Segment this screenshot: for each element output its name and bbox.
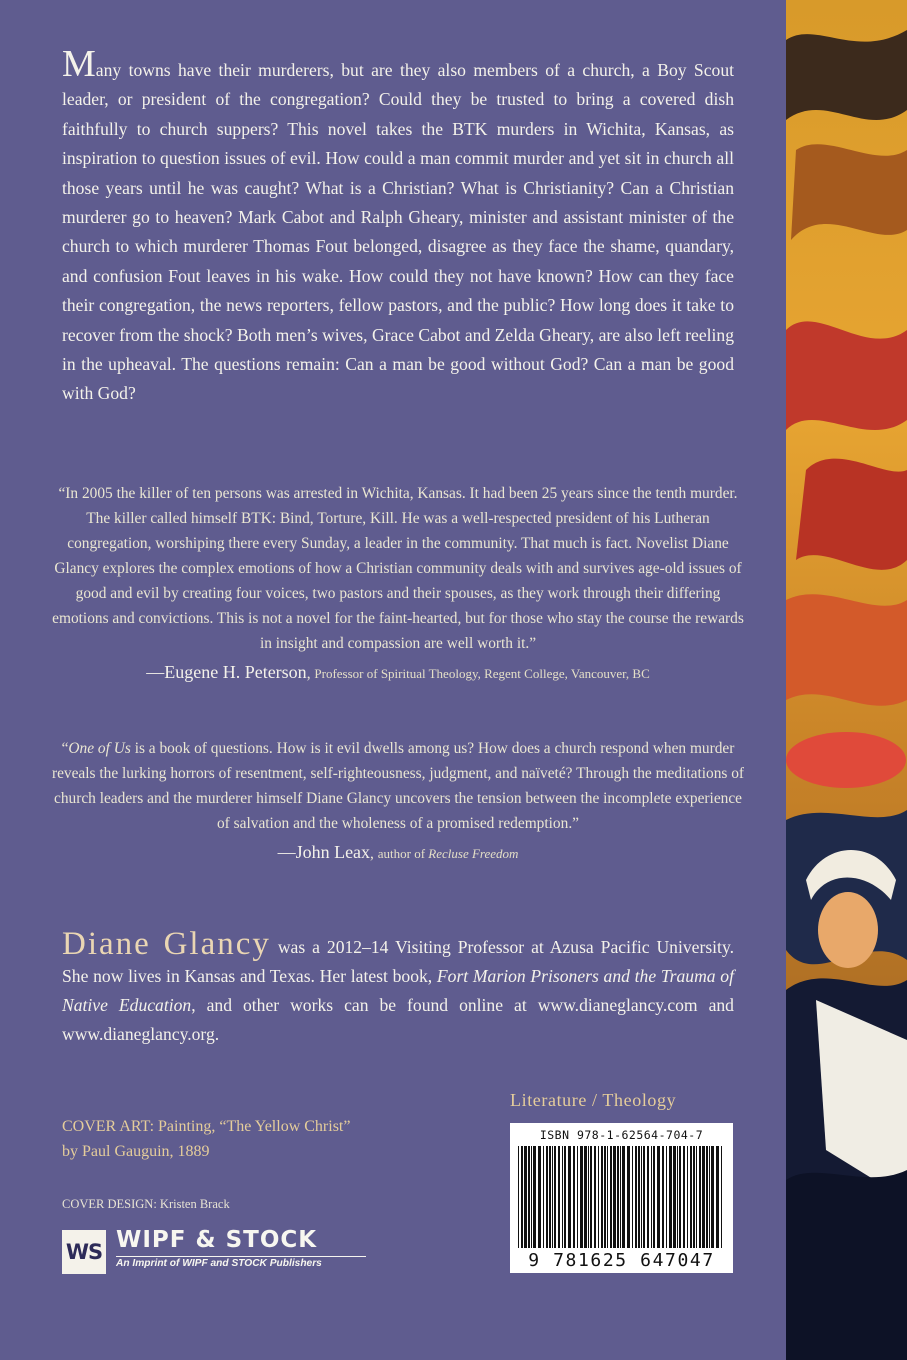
- barcode-bar: [573, 1146, 575, 1248]
- publisher-logo: [62, 1227, 382, 1277]
- barcode-bar: [679, 1146, 681, 1248]
- barcode-bar: [709, 1146, 710, 1248]
- barcode-bar: [552, 1146, 553, 1248]
- cover-painting-strip: [786, 0, 907, 1360]
- barcode-bar: [651, 1146, 652, 1248]
- barcode-bar: [518, 1146, 519, 1248]
- barcode-bar: [696, 1146, 697, 1248]
- barcode-bar: [607, 1146, 608, 1248]
- barcode-bar: [604, 1146, 606, 1248]
- barcode-bar: [558, 1146, 560, 1248]
- barcode-bars: [518, 1146, 725, 1248]
- barcode-bar: [647, 1146, 649, 1248]
- barcode-bar: [580, 1146, 583, 1248]
- barcode-bar: [588, 1146, 589, 1248]
- barcode-bar: [528, 1146, 530, 1248]
- barcode-bar: [568, 1146, 571, 1248]
- synopsis: [62, 43, 734, 409]
- endorsement-attribution: —John Leax, author of Recluse Freedom: [277, 842, 519, 862]
- barcode-bar: [590, 1146, 592, 1248]
- barcode-bar: [620, 1146, 621, 1248]
- barcode-bar: [533, 1146, 536, 1248]
- bio-text-2: , and other works can be found online at www.dianeglancy.com and www.dianeglancy.org.: [62, 995, 734, 1044]
- barcode-bar: [638, 1146, 640, 1248]
- barcode-bar: [677, 1146, 678, 1248]
- endorser-affiliation: Professor of Spiritual Theology, Regent College, Vancouver, BC: [314, 666, 650, 681]
- barcode-bar: [577, 1146, 578, 1248]
- endorsement-text: is a book of questions. How is it evil dwells among us? How does a church respond when murder reveals the lurking horrors of resentment, self-righteousness, judgment, and naïveté? Through the meditations of church leaders and the murderer himself Diane Glancy uncovers the tension between the incomplete experience of salvation and the wholeness of a promised redemption.”: [51, 740, 745, 832]
- barcode-bar: [531, 1146, 532, 1248]
- endorsement-leax: “One of Us is a book of questions. How is it evil dwells among us? How does a church respond when murder reveals the lurking horrors of resentment, self-righteousness, judgment, and naïveté? Through the meditations of church leaders and the murderer himself Diane Glancy uncovers the tension between the incomplete experience of salvation and the wholeness of a promised redemption.” —John Leax, author of Recluse Freedom: [50, 736, 746, 866]
- barcode-bar: [673, 1146, 676, 1248]
- author-bio: [62, 926, 734, 1049]
- barcode-bar: [706, 1146, 708, 1248]
- bio-text-1: was a 2012–14 Visiting Professor at Azusa Pacific University. She now lives in Kansas and Texas. Her latest book,: [62, 937, 734, 986]
- publisher-imprint: An Imprint of WIPF and STOCK Publishers: [116, 1258, 322, 1269]
- barcode-bar: [546, 1146, 548, 1248]
- barcode-bar: [617, 1146, 619, 1248]
- endorsement-text: “In 2005 the killer of ten persons was arrested in Wichita, Kansas. It had been 25 years since the tenth murder. The killer called himself BTK: Bind, Torture, Kill. He was a well-respected president of his Lutheran congregation, worshiping there every Sunday, a leader in the community. That much is fact. Novelist Diane Glancy explores the complex emotions of how a Christian community deals with and survives age-old issues of good and evil by creating four voices, two pastors and their spouses, as they work through their differing emotions and convictions. This is not a novel for the faint-hearted, but for those who stay the course the rewards in insight and compassion are well worth it.”: [52, 485, 744, 652]
- endorser-name: —John Leax: [277, 842, 371, 862]
- painting-image: [786, 0, 907, 1360]
- barcode-bar: [594, 1146, 596, 1248]
- drop-cap: M: [62, 43, 96, 85]
- barcode-bar: [653, 1146, 655, 1248]
- barcode-bar: [702, 1146, 705, 1248]
- barcode-bar: [711, 1146, 714, 1248]
- barcode-bar: [683, 1146, 685, 1248]
- barcode-bar: [662, 1146, 664, 1248]
- barcode-bar: [524, 1146, 527, 1248]
- barcode-bar: [564, 1146, 566, 1248]
- endorsement-peterson: [50, 481, 746, 686]
- barcode-digits: 9 781625 647047: [528, 1250, 715, 1271]
- barcode-bar: [690, 1146, 692, 1248]
- barcode-bar: [666, 1146, 667, 1248]
- barcode-bar: [699, 1146, 701, 1248]
- barcode-bar: [627, 1146, 630, 1248]
- barcode-bar: [622, 1146, 625, 1248]
- publisher-rule: [116, 1256, 366, 1257]
- barcode-bar: [584, 1146, 587, 1248]
- barcode-bar: [554, 1146, 556, 1248]
- barcode-bar: [549, 1146, 551, 1248]
- endorser-name: —Eugene H. Peterson: [146, 662, 307, 682]
- endorsement-attribution: —Eugene H. Peterson, Professor of Spiritual Theology, Regent College, Vancouver, BC: [146, 662, 650, 682]
- cover-design-credit: COVER DESIGN: Kristen Brack: [62, 1197, 230, 1211]
- barcode-bar: [543, 1146, 544, 1248]
- barcode-bar: [716, 1146, 719, 1248]
- barcode-bar: [721, 1146, 722, 1248]
- ws-logo-icon: WS: [62, 1230, 106, 1274]
- barcode-bar: [610, 1146, 612, 1248]
- isbn-barcode: [510, 1123, 733, 1273]
- barcode-bar: [641, 1146, 642, 1248]
- endorser-affiliation: author of Recluse Freedom: [377, 846, 519, 861]
- publisher-name: WIPF & STOCK: [116, 1227, 318, 1253]
- barcode-bar: [669, 1146, 672, 1248]
- synopsis-text: any towns have their murderers, but are they also members of a church, a Boy Scout leader, or president of the congregation? Could they be trusted to bring a covered dish faithfully to church suppers? This novel takes the BTK murders in Wichita, Kansas, as inspiration to question issues of evil. How could a man commit murder and yet sit in church all those years until he was caught? What is a Christian? What is Christianity? Can a Christian murderer go to heaven? Mark Cabot and Ralph Gheary, minister and assistant minister of the church to which murderer Thomas Fout belonged, disagree as they face the shame, quandary, and confusion Fout leaves in his wake. How could they not have known? How can they face their congregation, the news reporters, fellow pastors, and the public? How long does it take to recover from the shock? Both men’s wives, Grace Cabot and Zelda Gheary, are also left reeling in the upheaval. The questions remain: Can a man be good without God? Can a man be good with God?: [62, 60, 734, 404]
- barcode-bar: [538, 1146, 541, 1248]
- isbn-label: ISBN 978-1-62564-704-7: [539, 1128, 704, 1142]
- cover-art-credit: COVER ART: Painting, “The Yellow Christ” by Paul Gauguin, 1889: [62, 1118, 351, 1160]
- barcode-bar: [693, 1146, 695, 1248]
- category-label: Literature / Theology: [510, 1090, 677, 1110]
- barcode-bar: [598, 1146, 599, 1248]
- barcode-bar: [601, 1146, 603, 1248]
- barcode-bar: [643, 1146, 645, 1248]
- author-name: Diane Glancy: [62, 926, 271, 962]
- bio-book-title: Fort Marion Prisoners and the Trauma of Native Education: [62, 966, 734, 1015]
- barcode-bar: [521, 1146, 523, 1248]
- book-title-in-quote: One of Us: [68, 740, 131, 757]
- barcode-bar: [562, 1146, 563, 1248]
- barcode-bar: [657, 1146, 660, 1248]
- barcode-bar: [632, 1146, 633, 1248]
- barcode-bar: [687, 1146, 688, 1248]
- barcode-bar: [613, 1146, 616, 1248]
- barcode-bar: [635, 1146, 637, 1248]
